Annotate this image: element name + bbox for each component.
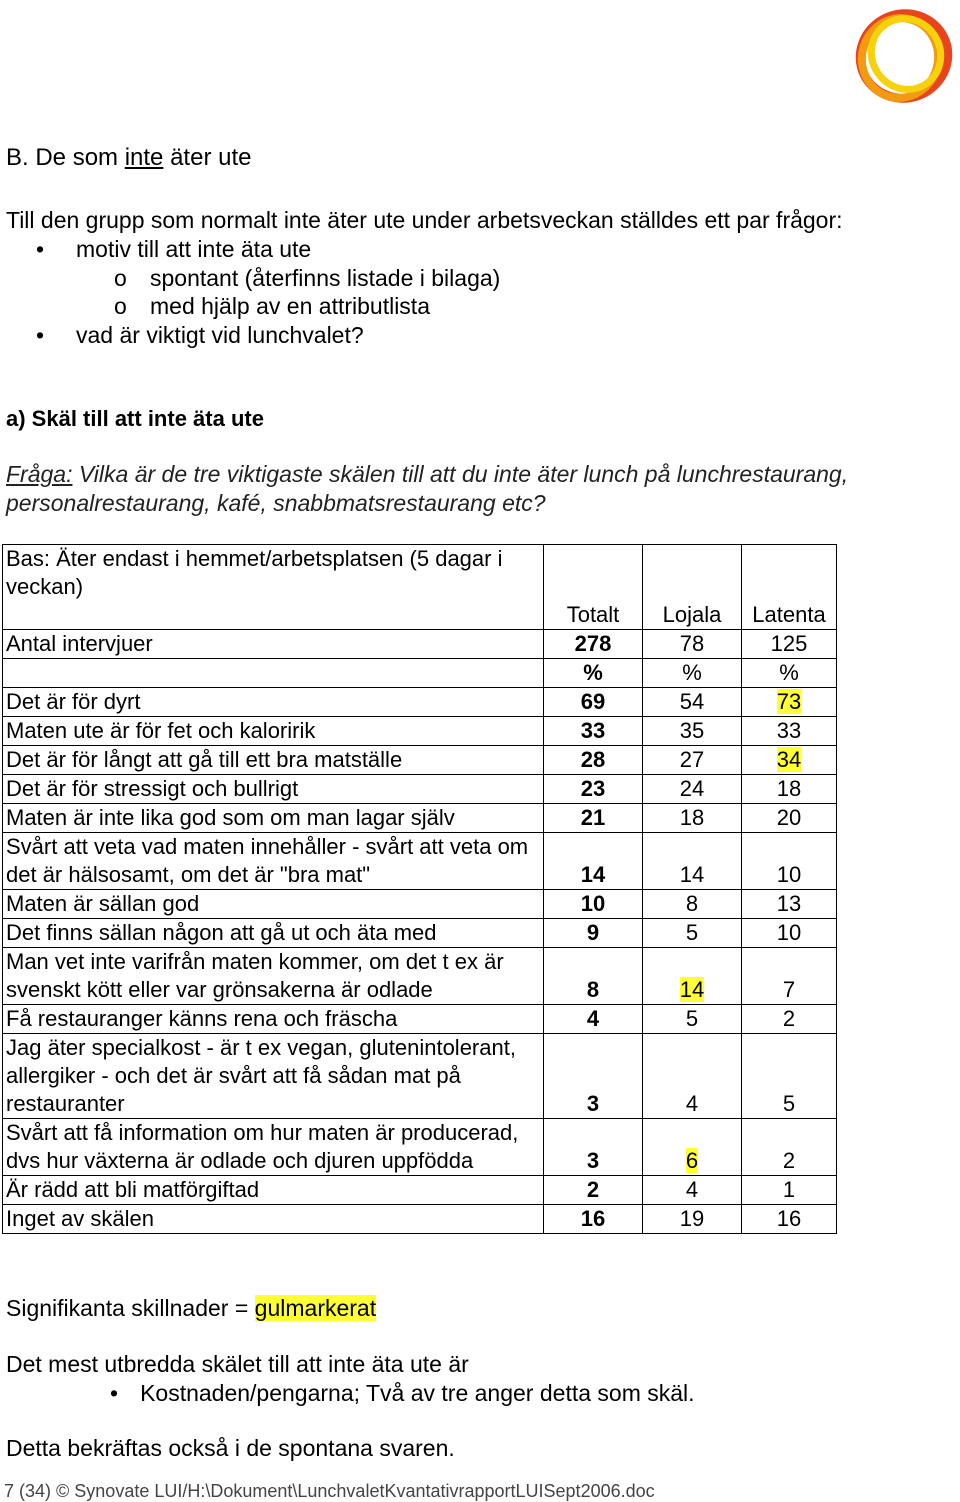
bullet-dot-icon: • (110, 1380, 119, 1406)
table-row (3, 688, 837, 717)
cell-value (544, 717, 643, 746)
cell-text: 10 (776, 862, 802, 887)
table-row (3, 833, 837, 890)
reasons-table (2, 544, 837, 1234)
highlight-legend: gulmarkerat (254, 1295, 377, 1321)
cell-value (544, 833, 643, 890)
page-footer: 7 (34) © Synovate LUI/H:\Dokument\LunchvaletKvantativrapportLUISept2006.doc (4, 1481, 655, 1501)
cell-value (643, 688, 742, 717)
interviews-row (3, 630, 837, 659)
cell-text: 14 (679, 862, 705, 887)
row-label: Det är för stressigt och bullrigt (3, 775, 544, 804)
cell-value (643, 746, 742, 775)
synovate-logo (846, 4, 958, 110)
cell-text: 14 (580, 862, 606, 887)
cell-text: 27 (679, 747, 705, 772)
cell-value (742, 948, 837, 1005)
table-row (3, 1176, 837, 1205)
cell-text: 24 (679, 776, 705, 801)
subheading: a) Skäl till att inte äta ute (6, 406, 264, 431)
unit-label: % (544, 659, 643, 688)
cell-text: 7 (782, 977, 796, 1002)
table-row (3, 948, 837, 1005)
cell-value (544, 1205, 643, 1234)
cell-text: 9 (586, 920, 600, 945)
question-label: Fråga: (6, 461, 73, 487)
table-row (3, 804, 837, 833)
cell-value (742, 833, 837, 890)
cell-value: 78 (643, 630, 742, 659)
table-row (3, 1005, 837, 1034)
cell-value (742, 1034, 837, 1119)
table-row (3, 1119, 837, 1176)
row-label: Få restauranger känns rena och fräscha (3, 1005, 544, 1034)
cell-value (643, 1034, 742, 1119)
row-label: Antal intervjuer (3, 630, 544, 659)
bullet-dot-icon: • (36, 322, 45, 348)
cell-value (742, 688, 837, 717)
intro-text: Till den grupp som normalt inte äter ute under arbetsveckan ställdes ett par frågor: (6, 207, 843, 233)
cell-text: 21 (580, 805, 606, 830)
cell-value (742, 775, 837, 804)
cell-value (643, 1005, 742, 1034)
significance-note: Signifikanta skillnader = gulmarkerat (6, 1295, 377, 1321)
cell-text: 10 (776, 920, 802, 945)
table-row (3, 775, 837, 804)
cell-text: 13 (776, 891, 802, 916)
cell-value (643, 1205, 742, 1234)
cell-text: 16 (776, 1206, 802, 1231)
cell-value (544, 1176, 643, 1205)
cell-text: 35 (679, 718, 705, 743)
cell-text: 54 (679, 689, 705, 714)
cell-value (742, 919, 837, 948)
row-label: Inget av skälen (3, 1205, 544, 1234)
row-label: Svårt att få information om hur maten är producerad, dvs hur växterna är odlade och djuren uppfödda (3, 1119, 544, 1176)
cell-text: 5 (685, 920, 699, 945)
unit-label: % (643, 659, 742, 688)
cell-value (742, 890, 837, 919)
cell-value: 278 (544, 630, 643, 659)
cell-value (544, 775, 643, 804)
cell-text: 8 (685, 891, 699, 916)
conclusion-bullet: • Kostnaden/pengarna; Två av tre anger detta som skäl. (110, 1380, 695, 1406)
cell-text: 33 (580, 718, 606, 743)
column-header: Lojala (643, 601, 742, 630)
cell-value (643, 1176, 742, 1205)
cell-text: 10 (580, 891, 606, 916)
cell-text: 4 (685, 1091, 699, 1116)
row-label: Maten är sällan god (3, 890, 544, 919)
cell-text: 5 (685, 1006, 699, 1031)
sub-bullet-circle-icon: o (114, 265, 127, 291)
cell-value (544, 890, 643, 919)
cell-value (643, 833, 742, 890)
cell-text: 33 (776, 718, 802, 743)
cell-text: 16 (580, 1206, 606, 1231)
synovate-ring-logo-icon (846, 4, 958, 110)
cell-text: 8 (586, 977, 600, 1002)
cell-text: 3 (586, 1091, 600, 1116)
row-label: Man vet inte varifrån maten kommer, om det t ex är svenskt kött eller var grönsakerna är odlade (3, 948, 544, 1005)
cell-value (643, 804, 742, 833)
cell-value: 125 (742, 630, 837, 659)
table-row (3, 890, 837, 919)
cell-value (544, 1005, 643, 1034)
cell-value (544, 1034, 643, 1119)
cell-text: 18 (776, 776, 802, 801)
cell-value (544, 948, 643, 1005)
unit-row (3, 659, 837, 688)
cell-text: 2 (782, 1148, 796, 1173)
cell-value (742, 717, 837, 746)
table-row (3, 717, 837, 746)
row-label: Är rädd att bli matförgiftad (3, 1176, 544, 1205)
cell-value (643, 948, 742, 1005)
cell-text: 28 (580, 747, 606, 772)
row-label: Maten är inte lika god som om man lagar själv (3, 804, 544, 833)
cell-text: 2 (782, 1006, 796, 1031)
cell-value (742, 1205, 837, 1234)
question-text: Fråga: Vilka är de tre viktigaste skälen till att du inte äter lunch på lunchrestaurang, personalrestaurang, kafé, snabbmatsrestaurang etc? (6, 461, 849, 516)
cell-value (643, 1119, 742, 1176)
cell-value (742, 1005, 837, 1034)
cell-text: 5 (782, 1091, 796, 1116)
confirm-text: Detta bekräftas också i de spontana svaren. (6, 1435, 455, 1461)
cell-text: 18 (679, 805, 705, 830)
row-label: Det är för dyrt (3, 688, 544, 717)
row-label: Maten ute är för fet och kaloririk (3, 717, 544, 746)
section-heading: B. De som inte äter ute (6, 144, 252, 171)
cell-text: 73 (776, 689, 802, 714)
conclusion-text: Det mest utbredda skälet till att inte äta ute är (6, 1351, 469, 1377)
cell-text: 2 (586, 1177, 600, 1202)
cell-text: 3 (586, 1148, 600, 1173)
cell-value (544, 1119, 643, 1176)
cell-value (643, 717, 742, 746)
table-row (3, 1205, 837, 1234)
cell-value (742, 1119, 837, 1176)
cell-value (742, 1176, 837, 1205)
row-label: Det finns sällan någon att gå ut och äta med (3, 919, 544, 948)
cell-text: 4 (685, 1177, 699, 1202)
cell-text: 19 (679, 1206, 705, 1231)
table-header-row (3, 601, 837, 630)
cell-text: 14 (679, 977, 705, 1002)
cell-value (643, 890, 742, 919)
cell-text: 20 (776, 805, 802, 830)
unit-label: % (742, 659, 837, 688)
sub-bullet-circle-icon: o (114, 293, 127, 319)
cell-value (544, 688, 643, 717)
base-description: Bas: Äter endast i hemmet/arbetsplatsen (5 dagar i veckan) (3, 545, 544, 602)
cell-text: 1 (782, 1177, 796, 1202)
cell-text: 23 (580, 776, 606, 801)
row-label: Svårt att veta vad maten innehåller - svårt att veta om det är hälsosamt, om det är "bra mat" (3, 833, 544, 890)
row-label: Det är för långt att gå till ett bra matställe (3, 746, 544, 775)
row-label: Jag äter specialkost - är t ex vegan, glutenintolerant, allergiker - och det är svårt att få sådan mat på restauranter (3, 1034, 544, 1119)
cell-value (544, 804, 643, 833)
cell-value (643, 919, 742, 948)
column-header: Latenta (742, 601, 837, 630)
cell-value (742, 804, 837, 833)
cell-value (643, 775, 742, 804)
cell-value (544, 746, 643, 775)
table-row (3, 1034, 837, 1119)
cell-value (742, 746, 837, 775)
table-row (3, 746, 837, 775)
cell-value (544, 919, 643, 948)
cell-text: 34 (776, 747, 802, 772)
cell-text: 4 (586, 1006, 600, 1031)
table-base-row (3, 545, 837, 602)
table-row (3, 919, 837, 948)
cell-text: 69 (580, 689, 606, 714)
bullet-dot-icon: • (36, 236, 45, 262)
column-header: Totalt (544, 601, 643, 630)
cell-text: 6 (685, 1148, 699, 1173)
